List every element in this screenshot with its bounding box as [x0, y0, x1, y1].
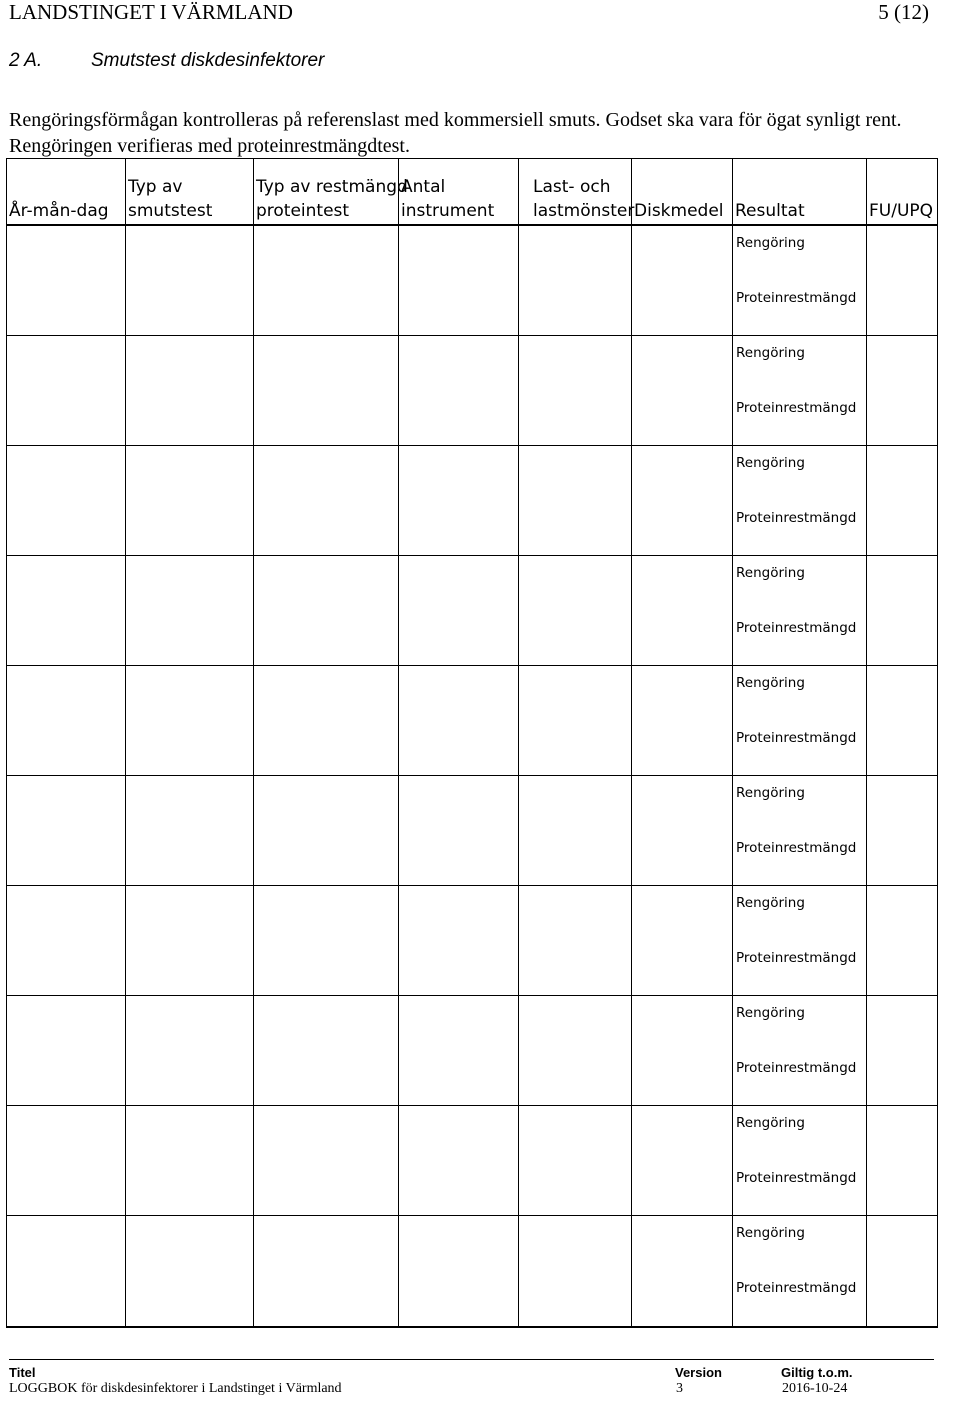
soil-test-type-cell[interactable]: [126, 1216, 254, 1328]
detergent-cell[interactable]: [632, 225, 733, 336]
result-label-protein-residue: Proteinrestmängd: [736, 400, 857, 416]
result-cell: [733, 1106, 867, 1216]
footer-title-label: Titel: [9, 1365, 36, 1380]
organization-name: LANDSTINGET I VÄRMLAND: [9, 0, 293, 24]
instrument-count-cell[interactable]: [399, 225, 519, 336]
detergent-cell[interactable]: [632, 666, 733, 776]
fu-upq-cell[interactable]: [867, 336, 938, 446]
fu-upq-cell[interactable]: [867, 1216, 938, 1328]
result-label-cleaning: Rengöring: [736, 1115, 805, 1131]
load-pattern-cell[interactable]: [519, 1106, 632, 1216]
instrument-count-cell[interactable]: [399, 446, 519, 556]
section-number: 2 A.: [9, 50, 43, 71]
protein-test-type-cell[interactable]: [254, 225, 399, 336]
result-label-cleaning: Rengöring: [736, 455, 805, 471]
column-header-detergent: Diskmedel: [632, 159, 733, 226]
load-pattern-cell[interactable]: [519, 886, 632, 996]
soil-test-type-cell[interactable]: [126, 996, 254, 1106]
table-row: [7, 556, 938, 666]
fu-upq-cell[interactable]: [867, 1106, 938, 1216]
date-cell[interactable]: [7, 446, 126, 556]
table-row: [7, 1106, 938, 1216]
load-pattern-cell[interactable]: [519, 336, 632, 446]
result-cell: [733, 996, 867, 1106]
column-header-result: Resultat: [733, 159, 867, 226]
date-cell[interactable]: [7, 336, 126, 446]
detergent-cell[interactable]: [632, 1216, 733, 1328]
fu-upq-cell[interactable]: [867, 666, 938, 776]
detergent-cell[interactable]: [632, 556, 733, 666]
load-pattern-cell[interactable]: [519, 996, 632, 1106]
table-body: [7, 225, 938, 1327]
protein-test-type-cell[interactable]: [254, 996, 399, 1106]
detergent-cell[interactable]: [632, 1106, 733, 1216]
detergent-cell[interactable]: [632, 886, 733, 996]
result-label-cleaning: Rengöring: [736, 345, 805, 361]
footer-version-label: Version: [675, 1365, 722, 1380]
table-row: [7, 225, 938, 336]
table-row: [7, 996, 938, 1106]
result-label-protein-residue: Proteinrestmängd: [736, 730, 857, 746]
result-label-protein-residue: Proteinrestmängd: [736, 1280, 857, 1296]
load-pattern-cell[interactable]: [519, 776, 632, 886]
instrument-count-cell[interactable]: [399, 886, 519, 996]
date-cell[interactable]: [7, 1216, 126, 1328]
result-cell: [733, 666, 867, 776]
result-label-cleaning: Rengöring: [736, 1005, 805, 1021]
result-label-cleaning: Rengöring: [736, 785, 805, 801]
soil-test-type-cell[interactable]: [126, 336, 254, 446]
column-header-date: År-mån-dag: [7, 159, 126, 226]
section-heading: Smutstest diskdesinfektorer: [91, 50, 325, 71]
soil-test-type-cell[interactable]: [126, 666, 254, 776]
protein-test-type-cell[interactable]: [254, 556, 399, 666]
column-header-load-pattern: Last- och lastmönster: [519, 159, 632, 226]
fu-upq-cell[interactable]: [867, 446, 938, 556]
instrument-count-cell[interactable]: [399, 1106, 519, 1216]
result-cell: [733, 1216, 867, 1328]
table-row: [7, 666, 938, 776]
protein-test-type-cell[interactable]: [254, 776, 399, 886]
date-cell[interactable]: [7, 556, 126, 666]
result-label-protein-residue: Proteinrestmängd: [736, 840, 857, 856]
result-cell: [733, 776, 867, 886]
section-title: [9, 50, 324, 72]
date-cell[interactable]: [7, 886, 126, 996]
page-number: 5 (12): [878, 0, 929, 24]
load-pattern-cell[interactable]: [519, 446, 632, 556]
table-row: [7, 1216, 938, 1328]
instrument-count-cell[interactable]: [399, 776, 519, 886]
load-pattern-cell[interactable]: [519, 225, 632, 336]
instrument-count-cell[interactable]: [399, 556, 519, 666]
detergent-cell[interactable]: [632, 996, 733, 1106]
soil-test-type-cell[interactable]: [126, 886, 254, 996]
result-label-cleaning: Rengöring: [736, 895, 805, 911]
log-table: [6, 158, 938, 1328]
instrument-count-cell[interactable]: [399, 336, 519, 446]
result-cell: [733, 446, 867, 556]
column-header-soil-test-type: Typ av smutstest: [126, 159, 254, 226]
protein-test-type-cell[interactable]: [254, 1216, 399, 1328]
date-cell[interactable]: [7, 666, 126, 776]
date-cell[interactable]: [7, 225, 126, 336]
result-label-cleaning: Rengöring: [736, 565, 805, 581]
footer-version-value: 3: [676, 1381, 683, 1396]
footer-valid-label: Giltig t.o.m.: [781, 1365, 853, 1380]
footer-divider: [9, 1359, 934, 1360]
soil-test-type-cell[interactable]: [126, 225, 254, 336]
load-pattern-cell[interactable]: [519, 556, 632, 666]
intro-paragraph: Rengöringsförmågan kontrolleras på referenslast med kommersiell smuts. Godset ska vara för ögat synligt rent. Rengöringen verifieras med proteinrestmängdtest.: [9, 109, 902, 157]
result-label-cleaning: Rengöring: [736, 1225, 805, 1241]
load-pattern-cell[interactable]: [519, 1216, 632, 1328]
table-header-row: [7, 159, 938, 226]
result-label-protein-residue: Proteinrestmängd: [736, 950, 857, 966]
fu-upq-cell[interactable]: [867, 556, 938, 666]
detergent-cell[interactable]: [632, 446, 733, 556]
column-header-instrument-count: Antal instrument: [399, 159, 519, 226]
load-pattern-cell[interactable]: [519, 666, 632, 776]
protein-test-type-cell[interactable]: [254, 336, 399, 446]
table-row: [7, 776, 938, 886]
footer-title-value: LOGGBOK för diskdesinfektorer i Landstinget i Värmland: [9, 1381, 342, 1396]
detergent-cell[interactable]: [632, 776, 733, 886]
date-cell[interactable]: [7, 776, 126, 886]
result-cell: [733, 225, 867, 336]
column-header-protein-test-type: Typ av restmängd proteintest: [254, 159, 399, 226]
footer-valid-value: 2016-10-24: [782, 1381, 848, 1396]
page-footer: [9, 1365, 934, 1397]
fu-upq-cell[interactable]: [867, 225, 938, 336]
soil-test-type-cell[interactable]: [126, 776, 254, 886]
instrument-count-cell[interactable]: [399, 996, 519, 1106]
soil-test-type-cell[interactable]: [126, 1106, 254, 1216]
page-header: [9, 0, 929, 28]
result-cell: [733, 556, 867, 666]
table-row: [7, 446, 938, 556]
result-label-protein-residue: Proteinrestmängd: [736, 620, 857, 636]
fu-upq-cell[interactable]: [867, 776, 938, 886]
protein-test-type-cell[interactable]: [254, 886, 399, 996]
result-label-protein-residue: Proteinrestmängd: [736, 1060, 857, 1076]
soil-test-type-cell[interactable]: [126, 446, 254, 556]
column-header-fu-upq: FU/UPQ: [867, 159, 938, 226]
instrument-count-cell[interactable]: [399, 666, 519, 776]
result-label-protein-residue: Proteinrestmängd: [736, 510, 857, 526]
result-cell: [733, 886, 867, 996]
fu-upq-cell[interactable]: [867, 886, 938, 996]
instrument-count-cell[interactable]: [399, 1216, 519, 1328]
detergent-cell[interactable]: [632, 336, 733, 446]
result-label-cleaning: Rengöring: [736, 675, 805, 691]
table-row: [7, 336, 938, 446]
result-label-cleaning: Rengöring: [736, 235, 805, 251]
result-cell: [733, 336, 867, 446]
result-label-protein-residue: Proteinrestmängd: [736, 1170, 857, 1186]
fu-upq-cell[interactable]: [867, 996, 938, 1106]
date-cell[interactable]: [7, 996, 126, 1106]
soil-test-type-cell[interactable]: [126, 556, 254, 666]
result-label-protein-residue: Proteinrestmängd: [736, 290, 857, 306]
protein-test-type-cell[interactable]: [254, 666, 399, 776]
table-row: [7, 886, 938, 996]
date-cell[interactable]: [7, 1106, 126, 1216]
protein-test-type-cell[interactable]: [254, 446, 399, 556]
protein-test-type-cell[interactable]: [254, 1106, 399, 1216]
